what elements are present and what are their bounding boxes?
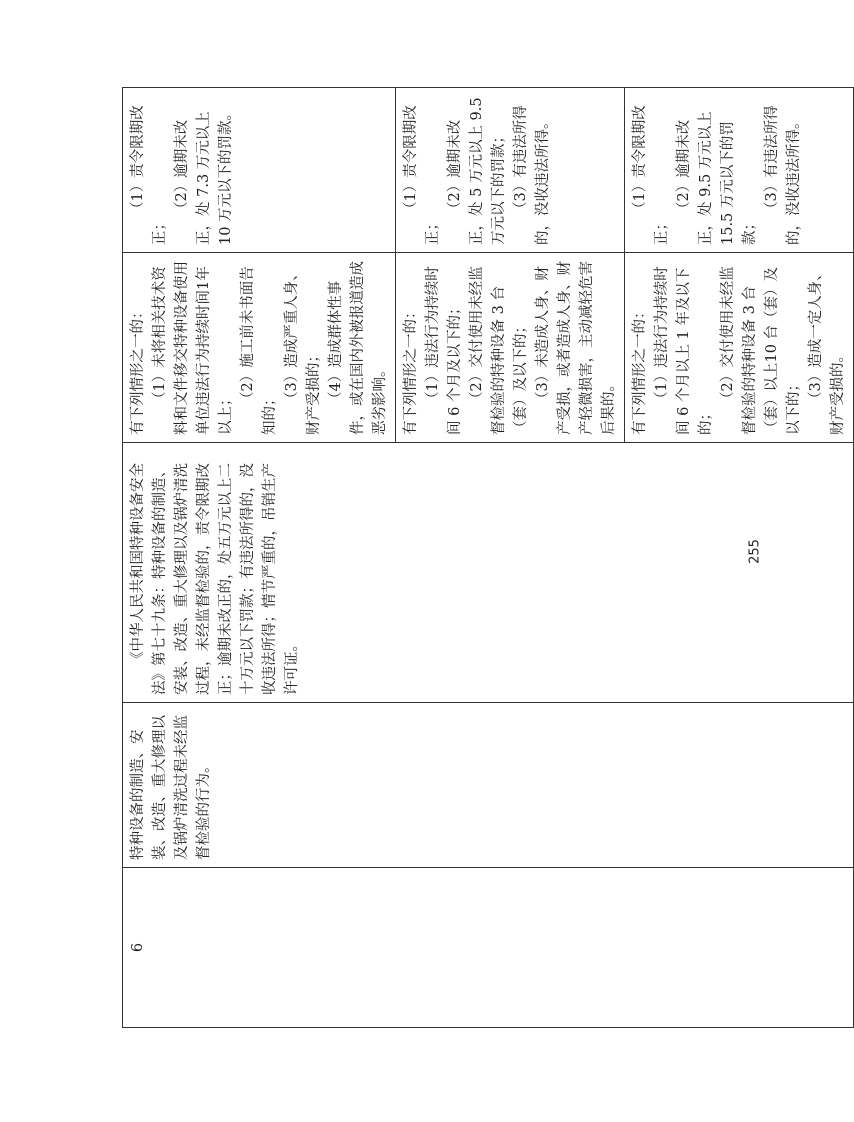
penalty-line: （1）责令限期改正； bbox=[130, 105, 168, 245]
condition-line: （3）造成一定人身、财产受损的。 bbox=[808, 266, 846, 435]
tier-2-penalties bbox=[396, 88, 625, 253]
penalty-standard-table bbox=[122, 87, 854, 1028]
condition-line: （1）违法行为持续时间 6 个月以上 1 年及以下的； bbox=[654, 266, 714, 435]
penalty-line: （3）有违法所得的，没收违法所得。 bbox=[764, 105, 802, 245]
tier-1-penalties bbox=[123, 88, 396, 253]
page-number: 255 bbox=[747, 539, 763, 564]
penalty-line: （2）逾期未改正，处 5 万元以上 9.5 万元以下的罚款； bbox=[447, 97, 507, 245]
penalty-line: （1）责令限期改正； bbox=[403, 105, 441, 245]
condition-line: （1）未将相关技术资料和文件移交特种设备使用单位违法行为持续时间1年以上； bbox=[152, 261, 234, 435]
legal-basis-title: 《中华人民共和国特种设备安全法》第七十九条： bbox=[130, 463, 168, 695]
condition-line: （3）造成严重人身、财产受损的； bbox=[284, 266, 322, 435]
table-row bbox=[123, 88, 396, 1028]
tier-3-conditions bbox=[625, 253, 854, 443]
condition-line: （2）交付使用未经监督检验的特种设备 3 台（套）及以下的； bbox=[469, 266, 529, 435]
row-number-cell bbox=[123, 868, 854, 1028]
condition-line: （3）未造成人身、财产受损，或者造成人身、财产轻微损害，主动减轻危害后果的。 bbox=[535, 261, 617, 435]
tier-3-penalties bbox=[625, 88, 854, 253]
condition-line: （1）违法行为持续时间 6 个月及以下的； bbox=[425, 266, 463, 435]
row-number: 6 bbox=[130, 942, 146, 953]
tier-2-conditions bbox=[396, 253, 625, 443]
penalty-line: （1）责令限期改正； bbox=[632, 105, 670, 245]
condition-line: 有下列情形之一的： bbox=[130, 304, 146, 435]
tier-1-conditions bbox=[123, 253, 396, 443]
violation-behavior-text: 特种设备的制造、安装、改造、重大修理以及锅炉清洗过程未经监督检验的行为。 bbox=[130, 715, 212, 860]
penalty-line: （2）逾期未改正，处 7.3 万元以上 10 万元以下的罚款。 bbox=[174, 105, 234, 245]
legal-basis-cell bbox=[123, 443, 854, 703]
penalty-line: （2）逾期未改正，处 9.5 万元以上 15.5 万元以下的罚款； bbox=[676, 111, 758, 245]
condition-line: 有下列情形之一的： bbox=[632, 304, 648, 435]
condition-line: （2）交付使用未经监督检验的特种设备 3 台（套）以上10 台（套）及以下的； bbox=[720, 266, 802, 435]
legal-basis-body: 特种设备的制造、安装、改造、重大修理以及锅炉清洗过程，未经监督检验的，责令限期改正；逾期未改正的，处五万元以上二十万元以下罚款；有违法所得的，没收违法所得；情节严重的，吊销生产许可证。 bbox=[152, 463, 300, 695]
violation-behavior-cell bbox=[123, 703, 854, 868]
condition-line: 有下列情形之一的： bbox=[403, 304, 419, 435]
condition-line: （4）造成群体性事件，或在国内外被报道造成恶劣影响。 bbox=[328, 261, 388, 435]
condition-line: （2）施工前未书面告知的； bbox=[240, 266, 278, 435]
rotated-page-content bbox=[122, 88, 846, 1028]
legal-basis-text bbox=[127, 450, 303, 695]
penalty-line: （3）有违法所得的，没收违法所得。 bbox=[513, 105, 551, 245]
